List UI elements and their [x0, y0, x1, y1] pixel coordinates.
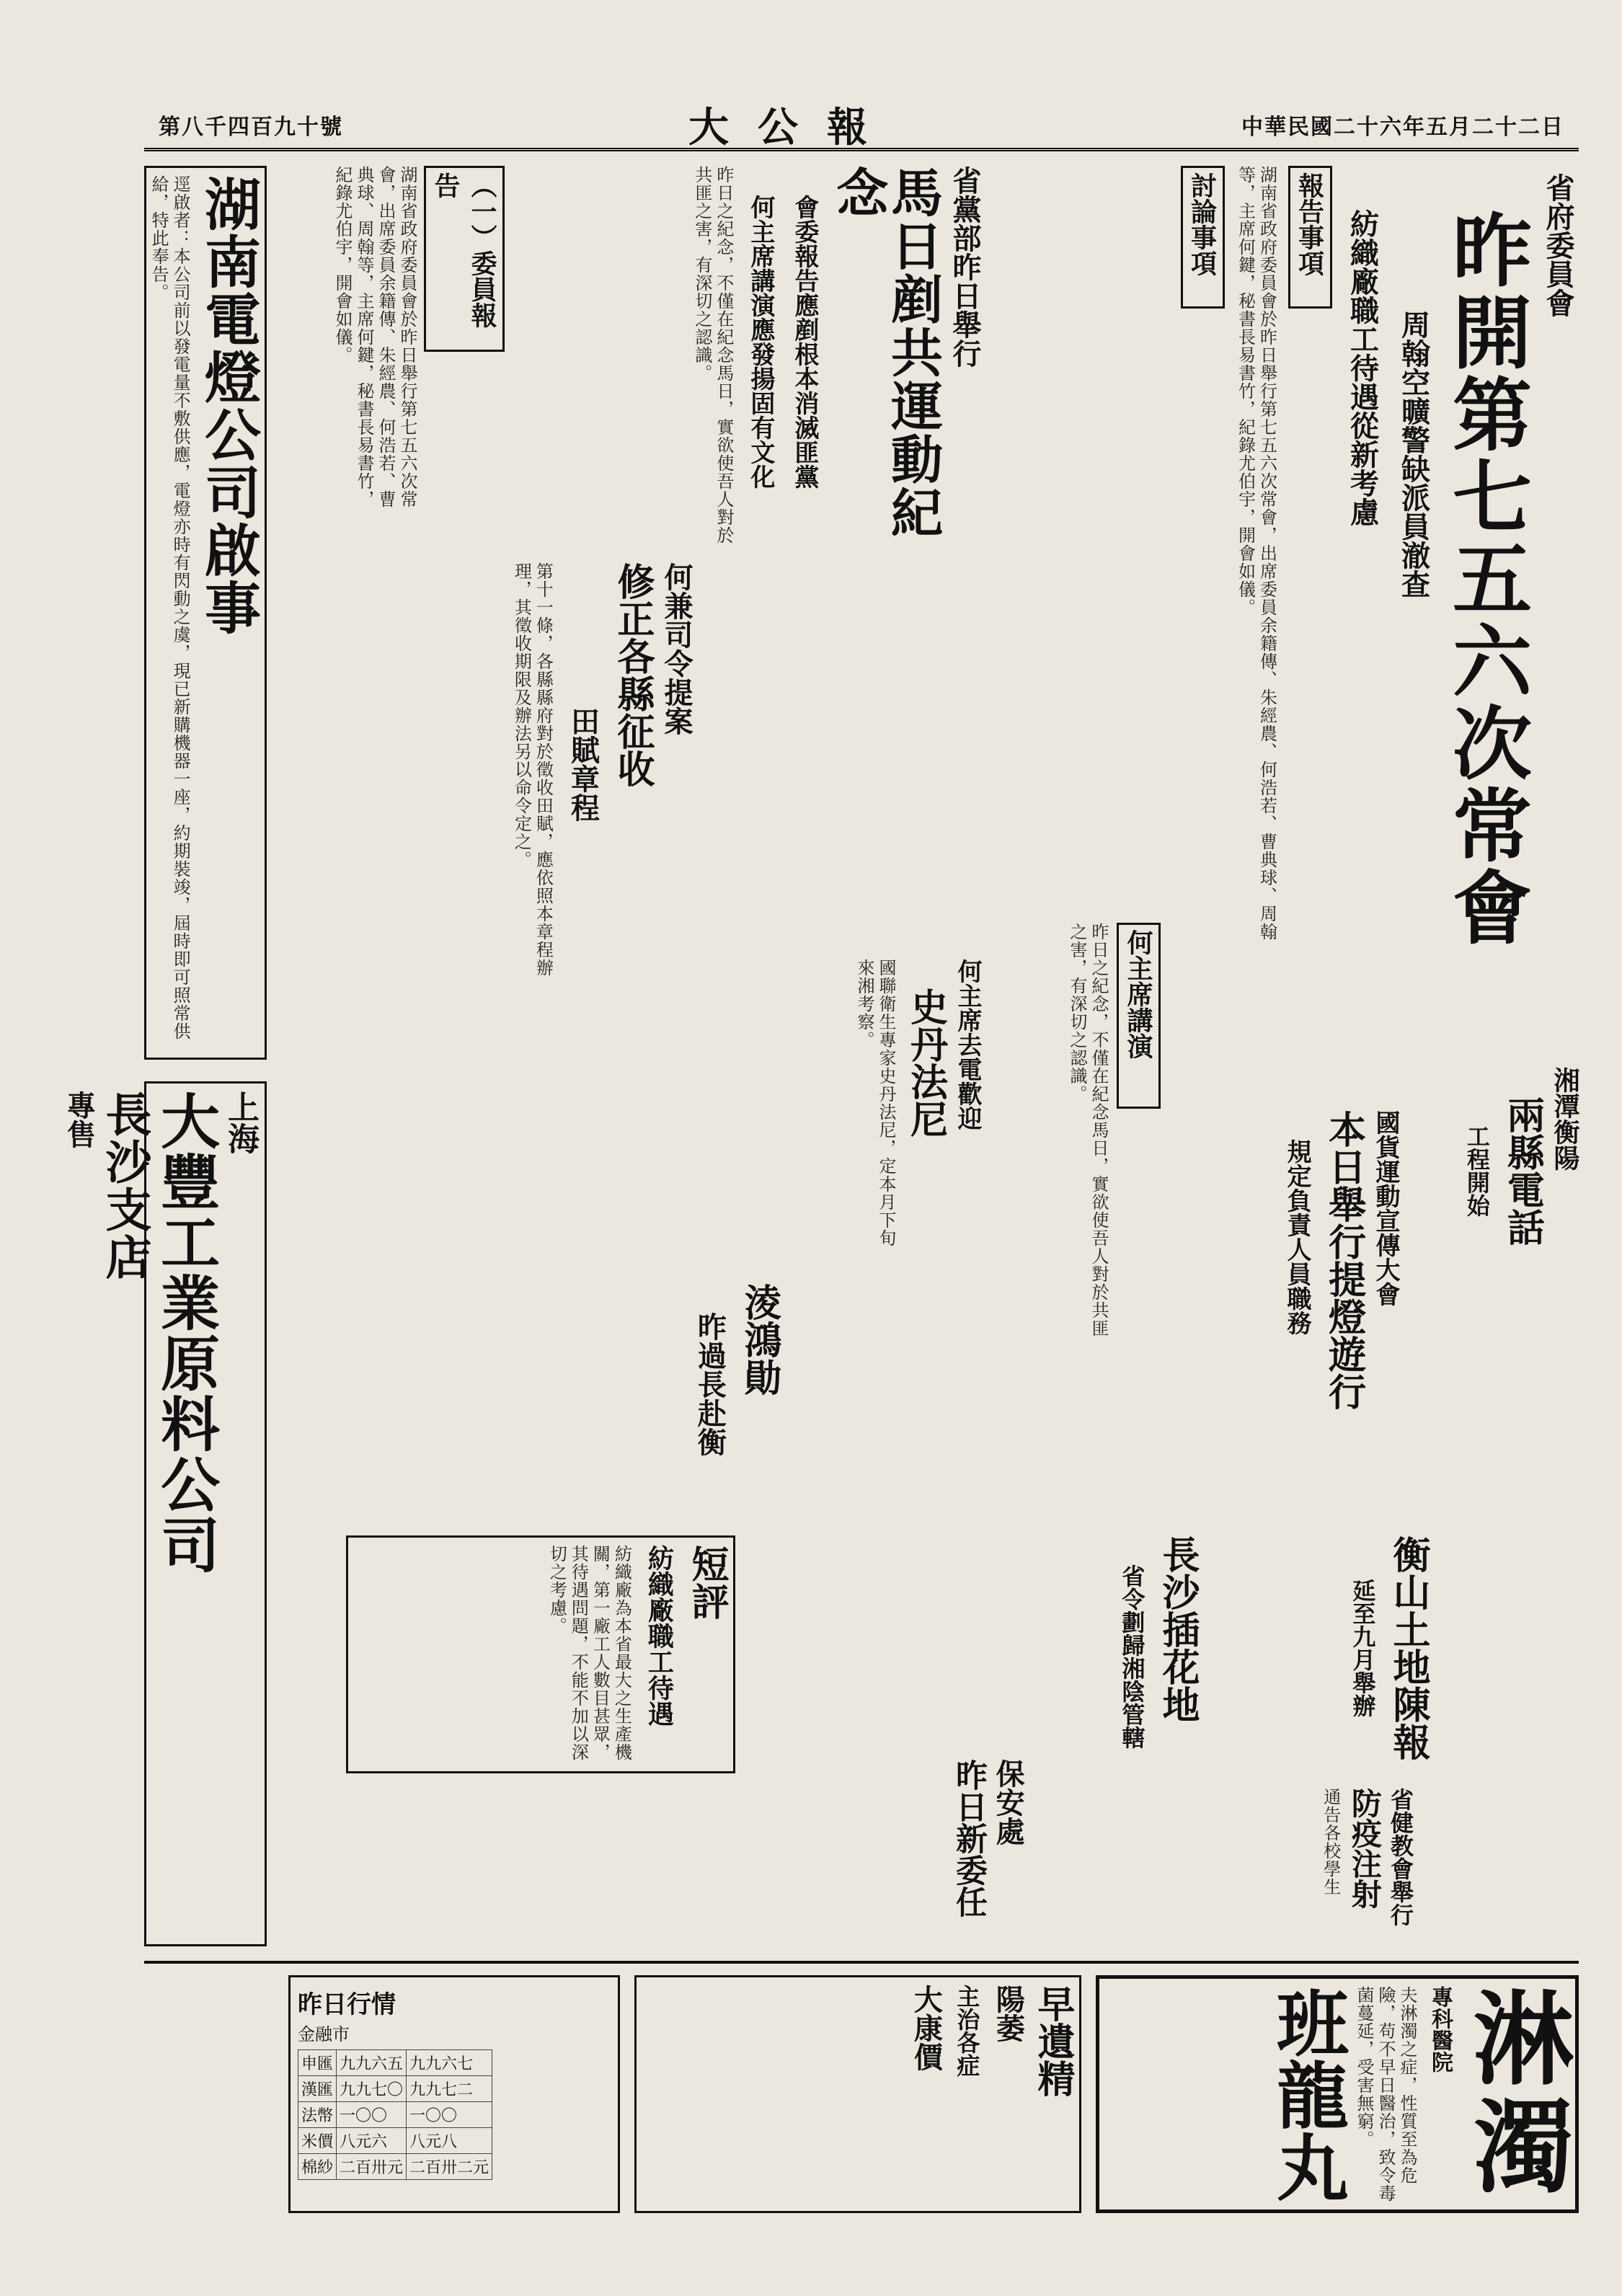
- table-cell: 一〇〇: [407, 2102, 492, 2128]
- lantern-sub: 規定負責人員職務: [1282, 1139, 1312, 1335]
- lead-sub1: 周翰空曠警缺派員澈查: [1396, 310, 1431, 598]
- market-table: [298, 2049, 492, 2180]
- masthead-title: 大公報: [688, 103, 896, 151]
- table-cell: 漢匯: [298, 2076, 337, 2102]
- pills-ad: [634, 1975, 1081, 2213]
- speech-story: [1002, 923, 1161, 1355]
- flower-story: [1009, 1535, 1200, 1781]
- lead-sub2: 紡織廠職工待遇從新考慮: [1345, 209, 1380, 526]
- table-cell: 米價: [298, 2128, 337, 2154]
- mayday-sub: 會委報告應剷根本消滅匪黨: [789, 195, 819, 489]
- ling-story: [606, 1283, 779, 1557]
- commentary-title: 紡織廠職工待遇: [644, 1545, 675, 1727]
- lantern-kicker: 國貨運動宣傳大會: [1371, 1110, 1400, 1306]
- police-story: [894, 1759, 1024, 1932]
- staff-body: 湖南省政府委員會於昨日舉行第七五六次常會，出席委員余籍傳、朱經農、何浩若、曹典球、周翰等，主席何鍵，秘書長易書竹，紀錄尤伯宇，開會如儀。: [332, 166, 417, 508]
- table-cell: 棉紗: [298, 2154, 337, 2180]
- lantern-story: [1182, 1110, 1399, 1514]
- vaccine-story: [1269, 1788, 1413, 1961]
- commentary-box: [346, 1535, 735, 1773]
- lantern-title: 本日舉行提燈遊行: [1321, 1110, 1366, 1410]
- mayday-headline: 省黨部昨日舉行: [948, 166, 982, 368]
- table-row: [298, 2154, 492, 2180]
- masthead: [144, 101, 1579, 151]
- county-sub: 田賦章程: [566, 706, 601, 822]
- linzhuo-body: 夫淋濁之症，性質至為危險，苟不早日醫治，致令毒菌蔓延，受害無窮。: [1354, 1986, 1417, 2202]
- dafeng-tag: 專售: [62, 1091, 97, 1148]
- stefani-kicker: 何主席去電歡迎: [953, 959, 982, 1130]
- linzhuo-name: 班龍丸: [1264, 1986, 1350, 2202]
- table-cell: 法幣: [298, 2102, 337, 2128]
- table-cell: 二百卅二元: [407, 2154, 492, 2180]
- pills-title: 早遺精: [1031, 1985, 1075, 2097]
- table-cell: 八元六: [337, 2128, 407, 2154]
- flower-title: 長沙插花地: [1156, 1535, 1200, 1723]
- linzhuo-ad: [1096, 1975, 1579, 2213]
- ling-title: 昨過長赴衡: [693, 1312, 727, 1456]
- table-row: [298, 2076, 492, 2102]
- county-kicker: 何兼司令提案: [660, 562, 693, 735]
- flower-sub: 省令劃歸湘陰管轄: [1118, 1564, 1146, 1749]
- county-body: 第十一條，各縣縣府對於徵收田賦，應依照本章程辦理，其徵收期限及辦法另以命令定之。: [511, 562, 554, 977]
- telephone-sub: 工程開始: [1463, 1125, 1491, 1217]
- lead-headline: 昨開第七五六次常會: [1440, 209, 1533, 949]
- mayday-body: 昨日之紀念，不僅在紀念馬日，實欲使吾人對於共匪之害，有深切之認識。: [691, 166, 734, 544]
- speech-body: 昨日之紀念，不僅在紀念馬日，實欲使吾人對於共匪之害，有深切之認識。: [1067, 923, 1109, 1337]
- table-row: [298, 2102, 492, 2128]
- staff-report: [288, 166, 505, 526]
- dafeng-name: 大豐工業原料公司: [151, 1091, 221, 1575]
- vaccine-tag: 通告各校學生: [1320, 1788, 1341, 1896]
- bottom-divider: [144, 1961, 1579, 1964]
- lead-discuss-label: 討論事項: [1181, 166, 1225, 309]
- land-story: [1226, 1535, 1430, 1781]
- commentary-body: 紡織廠為本省最大之生產機關，第一廠工人數目甚眾，其待遇問題，不能不加以深切之考慮。: [546, 1545, 632, 1761]
- lead-body: 湖南省政府委員會於昨日舉行第七五六次常會，出席委員余籍傳、朱經農、何浩若、曹典球、周翰等，主席何鍵，秘書長易書竹，紀錄尤伯宇，開會如儀。: [1235, 166, 1277, 941]
- speech-kicker: 何主席講演: [1117, 923, 1161, 1109]
- dafeng-branch: 長沙支店: [97, 1091, 152, 1281]
- table-cell: 九九六七: [407, 2050, 492, 2076]
- linzhuo-tag: 專科醫院: [1427, 1986, 1453, 2073]
- market-label: 昨日行情: [298, 1990, 396, 2019]
- stefani-title: 史丹法尼: [903, 988, 948, 1138]
- table-cell: 申匯: [298, 2050, 337, 2076]
- masthead-date: 中華民國二十六年五月二十二日: [1241, 114, 1564, 140]
- police-sub: 昨日新委任: [950, 1759, 987, 1918]
- commentary-label: 短評: [685, 1545, 729, 1620]
- mayday-story: [533, 166, 980, 569]
- market-box: [288, 1975, 620, 2213]
- table-cell: 一〇〇: [337, 2102, 407, 2128]
- telephone-label: 湘潭衡陽: [1550, 1067, 1580, 1171]
- dafeng-city: 上海: [222, 1091, 259, 1154]
- vaccine-sub: 防疫注射: [1347, 1788, 1383, 1909]
- stefani-story: [750, 959, 980, 1262]
- linzhuo-big: 淋濁: [1456, 1986, 1574, 2202]
- lead-kicker: 省府委員會: [1541, 173, 1575, 317]
- mayday-title: 馬日剷共運動紀念: [828, 166, 944, 539]
- land-title: 衡山土地陳報: [1386, 1535, 1430, 1760]
- vaccine-title: 省健教會舉行: [1387, 1788, 1414, 1926]
- county-title: 修正各縣征收: [611, 562, 655, 787]
- table-row: [298, 2050, 492, 2076]
- electric-ad-title: 湖南電燈公司啟事: [195, 175, 261, 637]
- table-cell: 九九六五: [337, 2050, 407, 2076]
- stefani-body: 國聯衛生專家史丹法尼，定本月下旬來湘考察。: [854, 959, 897, 1247]
- telephone-title: 兩縣電話: [1500, 1096, 1545, 1246]
- land-sub: 延至九月舉辦: [1349, 1579, 1377, 1717]
- table-cell: 二百卅元: [337, 2154, 407, 2180]
- table-cell: 八元八: [407, 2128, 492, 2154]
- pills-sub: 陽萎: [991, 1985, 1026, 2042]
- table-row: [298, 2128, 492, 2154]
- lead-story: [995, 166, 1579, 995]
- market-sub: 金融市: [298, 2024, 350, 2044]
- electric-ad-body: 逕啟者：本公司前以發電量不敷供應，電燈亦時有閃動之虞，現已新購機器一座，約期裝竣，屆時即可照常供給，特此奉告。: [149, 175, 191, 1040]
- dafeng-ad: [62, 1081, 267, 1946]
- lead-report-label: 報告事項: [1288, 166, 1332, 309]
- electric-company-ad: [144, 166, 267, 1060]
- masthead-issue: 第八千四百九十號: [159, 114, 343, 140]
- telephone-story: [1413, 1067, 1579, 1413]
- mayday-sub2: 何主席講演應發揚固有文化: [745, 195, 775, 489]
- pills-tag: 主治各症: [953, 1985, 981, 2077]
- table-cell: 九九七〇: [337, 2076, 407, 2102]
- pills-sub2: 大康價: [909, 1985, 944, 2071]
- table-cell: 九九七二: [407, 2076, 492, 2102]
- staff-label: （一）委員報告: [424, 166, 505, 352]
- ling-name: 淩鴻勛: [737, 1283, 781, 1396]
- county-tax-story: [288, 562, 692, 995]
- newspaper-page: [62, 101, 1580, 2220]
- police-title: 保安處: [991, 1759, 1025, 1845]
